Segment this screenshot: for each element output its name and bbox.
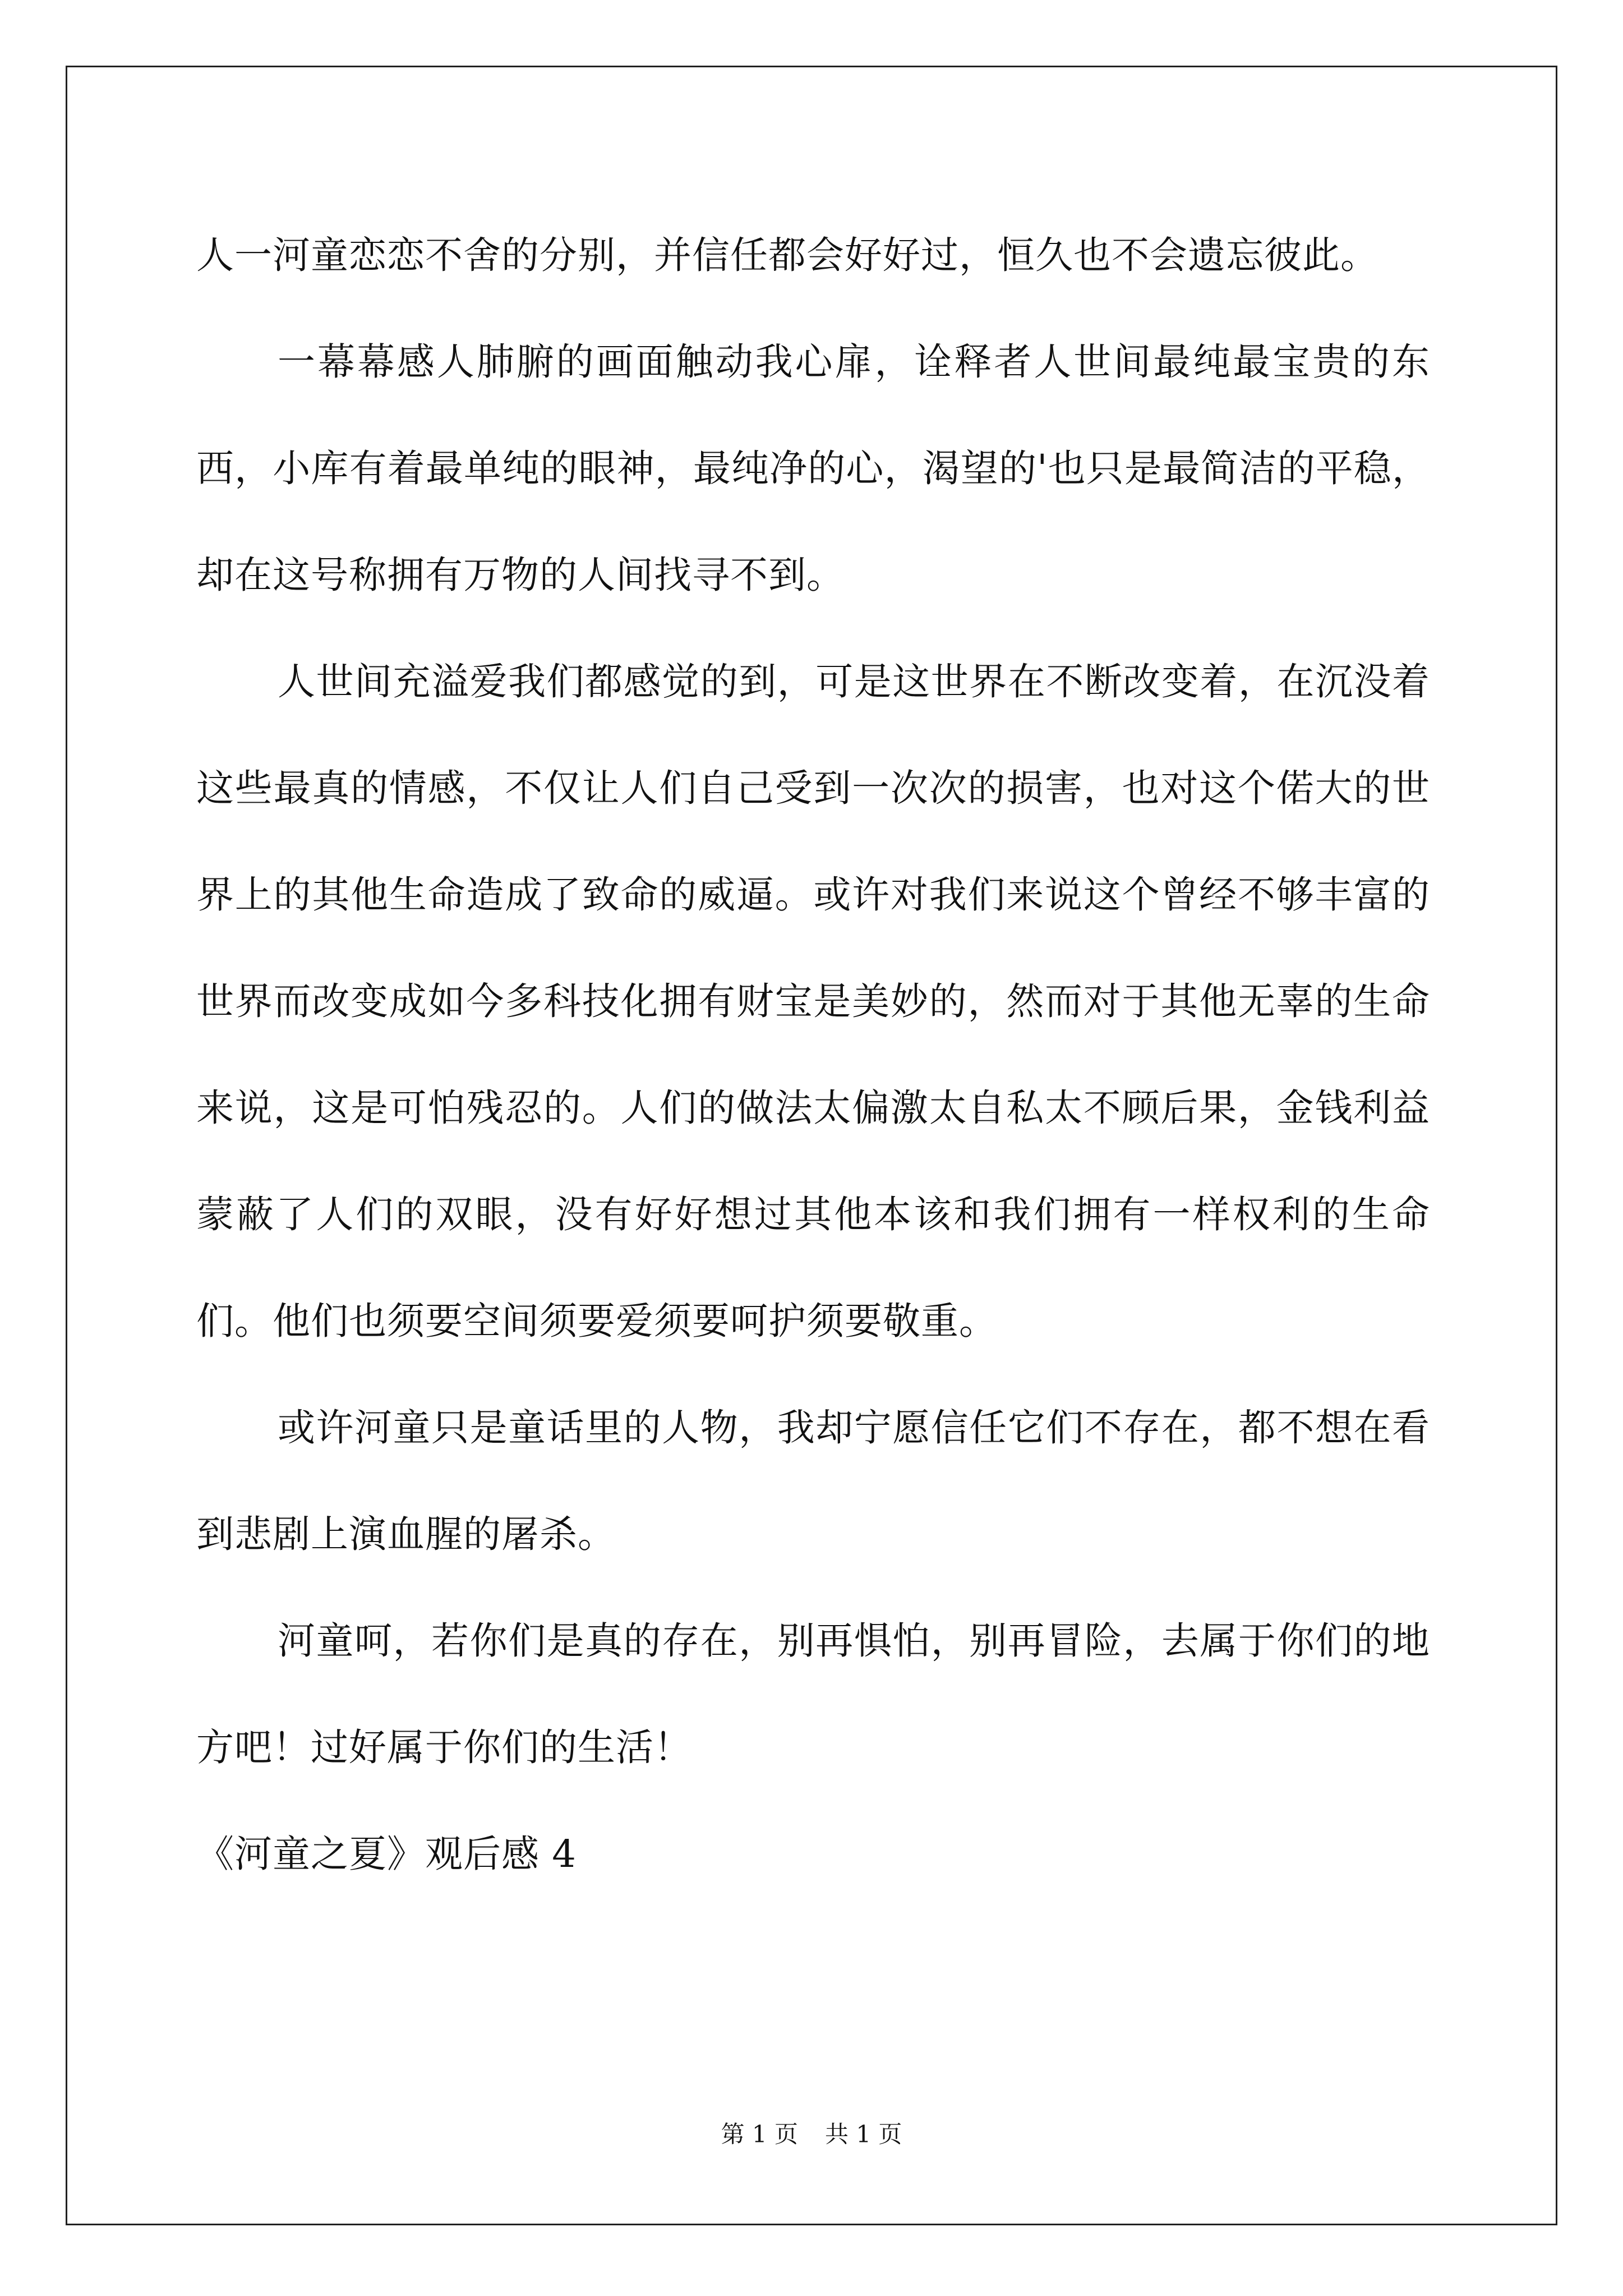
page-total: 共 1 页: [825, 2120, 902, 2148]
paragraph-1: 人一河童恋恋不舍的分别，并信任都会好好过，恒久也不会遗忘彼此。: [196, 233, 1378, 277]
page-number: 第 1 页: [721, 2120, 798, 2148]
section-heading: 《河童之夏》观后感 4: [196, 1832, 577, 1876]
paragraph-2: 一幕幕感人肺腑的画面触动我心扉，诠释者人世间最纯最宝贵的东西，小库有着最单纯的眼神，最纯净的心，渴望的'也只是最简洁的平稳，却在这号称拥有万物的人间找寻不到。: [196, 340, 1430, 597]
paragraph-5: 河童呵，若你们是真的存在，别再惧怕，别再冒险，去属于你们的地方吧！过好属于你们的生活！: [196, 1619, 1430, 1769]
document-body: [196, 202, 1430, 1907]
paragraph-4: 或许河童只是童话里的人物，我却宁愿信任它们不存在，都不想在看到悲剧上演血腥的屠杀。: [196, 1406, 1430, 1556]
page-footer: [0, 2118, 1623, 2151]
paragraph-3: 人世间充溢爱我们都感觉的到，可是这世界在不断改变着，在沉没着这些最真的情感，不仅让人们自己受到一次次的损害，也对这个偌大的世界上的其他生命造成了致命的威逼。或许对我们来说这个曾经不够丰富的世界而改变成如今多科技化拥有财宝是美妙的，然而对于其他无辜的生命来说，这是可怕残忍的。人们的做法太偏激太自私太不顾后果，金钱利益蒙蔽了人们的双眼，没有好好想过其他本该和我们拥有一样权利的生命们。他们也须要空间须要爱须要呵护须要敬重。: [196, 660, 1430, 1343]
